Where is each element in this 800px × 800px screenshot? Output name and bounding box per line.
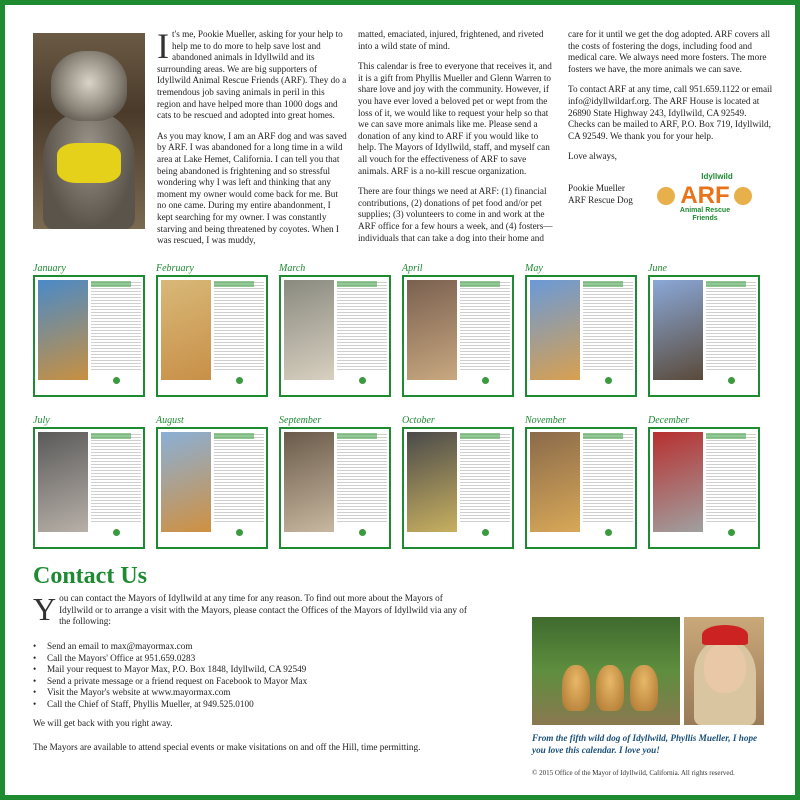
month-thumbnail: [648, 427, 760, 549]
month-photo: [284, 432, 334, 532]
paw-icon: [728, 529, 735, 536]
month-thumbnail: [279, 427, 391, 549]
contact-events: The Mayors are available to attend special events or make visitations on and off the Hill, time permitting.: [33, 742, 421, 752]
month-photo: [38, 432, 88, 532]
month-label: July: [33, 415, 50, 426]
month-thumbnail: [648, 275, 760, 397]
contact-item: • Send a private message or a friend request on Facebook to Mayor Max: [33, 676, 307, 688]
month-photo: [530, 432, 580, 532]
contact-item: • Call the Mayors' Office at 951.659.0283: [33, 653, 307, 665]
month-label: December: [648, 415, 690, 426]
month-label: August: [156, 415, 184, 426]
month-heading-shape: [214, 433, 254, 439]
month-photo: [161, 280, 211, 380]
photo-caption: From the fifth wild dog of Idyllwild, Phyllis Mueller, I hope you love this calendar. I love you!: [532, 733, 758, 755]
pookie-photo: [33, 33, 145, 229]
paw-icon: [113, 377, 120, 384]
month-heading-shape: [583, 433, 623, 439]
month-thumbnail: [525, 427, 637, 549]
month-photo: [530, 280, 580, 380]
month-thumbnail: [156, 427, 268, 549]
letter-paragraph: As you may know, I am an ARF dog and was saved by ARF. I was abandoned for a long time in a wild area at Lake Hemet, California. I can tell you that being abandoned is frightening and so stressful wondering why I was left and thinking that any moment my owner would come back for me. But no one came. During my entire abandonment, I kept searching for my owner. I was constantly starving and being threatened by coyotes. When I was rescued, I was muddy,: [157, 130, 347, 246]
contact-item: • Visit the Mayor's website at www.mayormax.com: [33, 687, 307, 699]
month-heading-shape: [337, 281, 377, 287]
letter-closing: Love always,: [568, 151, 617, 162]
month-thumbnail: [33, 427, 145, 549]
logo-line1-text: Animal Rescue: [679, 207, 731, 214]
month-thumbnail: [402, 275, 514, 397]
month-heading-shape: [460, 433, 500, 439]
month-photo: [407, 280, 457, 380]
letter-text: t's me, Pookie Mueller, asking for your help to help me to do more to help save lost and abandoned animals in Idyllwild and its surrounding areas. We are big supporters of Idyllwild Animal Rescue Friends (ARF). They do a tremendous job saving animals in peril in this region and have helped more than 1000 dogs and cats to be rescued and adopted into great homes.: [157, 29, 347, 121]
month-label: September: [279, 415, 322, 426]
month-photo: [407, 432, 457, 532]
month-label: June: [648, 263, 667, 274]
month-text-block: [460, 282, 510, 372]
drop-cap: I: [157, 26, 169, 66]
month-text-block: [91, 434, 141, 524]
month-heading-shape: [91, 281, 131, 287]
logo-dog-icon: [657, 187, 675, 205]
paw-icon: [605, 377, 612, 384]
month-heading-shape: [460, 281, 500, 287]
month-heading-shape: [91, 433, 131, 439]
paw-icon: [236, 529, 243, 536]
red-hat-shape: [702, 625, 748, 645]
calendar-back-page: [5, 5, 795, 795]
month-label: May: [525, 263, 543, 274]
month-photo: [653, 432, 703, 532]
logo-main-text: ARF: [680, 182, 730, 209]
month-text-block: [706, 282, 756, 372]
pup-shape: [630, 665, 658, 711]
month-label: February: [156, 263, 194, 274]
month-text-block: [583, 434, 633, 524]
signature-title: ARF Rescue Dog: [568, 194, 633, 205]
pup-shape: [596, 665, 624, 711]
contact-intro: [33, 593, 473, 628]
letter-paragraph: To contact ARF at any time, call 951.659.1122 or email info@idyllwildarf.org. The ARF House is located at 26890 State Highway 243, Idyllwild, CA 92549. Checks can be mailed to ARF, P.O. Box 719, Idyllwild, CA 92549. We thank you for your help.: [568, 84, 773, 141]
letter-paragraph: This calendar is free to everyone that receives it, and it is a gift from Phyllis Mueller and Glenn Warren to share love and joy with the community. However, if you have ever loved a beloved pet or wept from the loss of it, we would like to request your help so that we can save more animals like me. Please send a donation of any kind to ARF if you would like to help. The Mayors of Idyllwild, staff, and myself can all vouch for the effectiveness of ARF to save animals. ARF is a no-kill rescue organization.: [358, 61, 552, 176]
month-text-block: [583, 282, 633, 372]
month-heading-shape: [583, 281, 623, 287]
month-photo: [161, 432, 211, 532]
yellow-harness-shape: [57, 143, 121, 183]
month-text-block: [460, 434, 510, 524]
contact-title: Contact Us: [33, 563, 147, 589]
month-thumbnail: [525, 275, 637, 397]
contact-item: • Call the Chief of Staff, Phyllis Mueller, at 949.525.0100: [33, 699, 307, 711]
paw-icon: [482, 529, 489, 536]
month-text-block: [214, 434, 264, 524]
month-label: January: [33, 263, 66, 274]
month-text-block: [91, 282, 141, 372]
letter-paragraph: matted, emaciated, injured, frightened, and riveted into a wild state of mind.: [358, 29, 544, 51]
month-heading-shape: [706, 433, 746, 439]
paw-icon: [113, 529, 120, 536]
month-label: March: [279, 263, 306, 274]
paw-icon: [359, 529, 366, 536]
face-shape: [704, 643, 746, 693]
paw-icon: [605, 529, 612, 536]
letter-column-2: [358, 29, 556, 253]
bottom-photo: [532, 617, 764, 725]
month-thumbnail: [33, 275, 145, 397]
logo-cat-icon: [734, 187, 752, 205]
copyright: © 2015 Office of the Mayor of Idyllwild, California. All rights reserved.: [532, 769, 735, 777]
month-text-block: [337, 282, 387, 372]
pup-shape: [562, 665, 590, 711]
contact-item: • Send an email to max@mayormax.com: [33, 641, 307, 653]
month-photo: [284, 280, 334, 380]
drop-cap: Y: [33, 591, 57, 627]
month-text-block: [337, 434, 387, 524]
month-thumbnail: [156, 275, 268, 397]
dog-face-shape: [51, 51, 127, 121]
month-label: November: [525, 415, 567, 426]
letter-column-1: [157, 26, 347, 256]
signature-name: Pookie Mueller: [568, 182, 625, 193]
month-text-block: [706, 434, 756, 524]
paw-icon: [482, 377, 489, 384]
month-heading-shape: [706, 281, 746, 287]
logo-top-text: Idyllwild: [701, 172, 733, 181]
three-dogs-photo: [532, 617, 680, 725]
letter-paragraph: care for it until we get the dog adopted. ARF covers all the costs of fostering the dogs, including food and medical care. We always need more fosters. The more fosters we have, the more animals we can save.: [568, 29, 771, 74]
month-label: October: [402, 415, 435, 426]
paw-icon: [359, 377, 366, 384]
contact-get-back: We will get back with you right away.: [33, 718, 173, 728]
month-text-block: [214, 282, 264, 372]
logo-line2-text: Friends: [692, 215, 718, 222]
paw-icon: [728, 377, 735, 384]
paw-icon: [236, 377, 243, 384]
month-thumbnail: [402, 427, 514, 549]
contact-intro-text: ou can contact the Mayors of Idyllwild at any time for any reason. To find out more about the Mayors of Idyllwild or to arrange a visit with the Mayors, please contact the Offices of the Mayors of Idyllwild via any of the following:: [59, 593, 467, 626]
month-photo: [653, 280, 703, 380]
letter-paragraph: [157, 26, 347, 122]
month-heading-shape: [214, 281, 254, 287]
contact-item: • Mail your request to Mayor Max, P.O. Box 1848, Idyllwild, CA 92549: [33, 664, 307, 676]
contact-list: [33, 641, 307, 710]
month-thumbnail: [279, 275, 391, 397]
letter-paragraph: There are four things we need at ARF: (1) financial contributions, (2) donations of pet food and/or pet supplies; (3) volunteers to come in and work at the ARF office for a few hours a week, and (4) fosters—individuals that can take a dog into their home and: [358, 186, 553, 243]
month-photo: [38, 280, 88, 380]
month-heading-shape: [337, 433, 377, 439]
month-label: April: [402, 263, 423, 274]
arf-logo: [655, 170, 755, 222]
